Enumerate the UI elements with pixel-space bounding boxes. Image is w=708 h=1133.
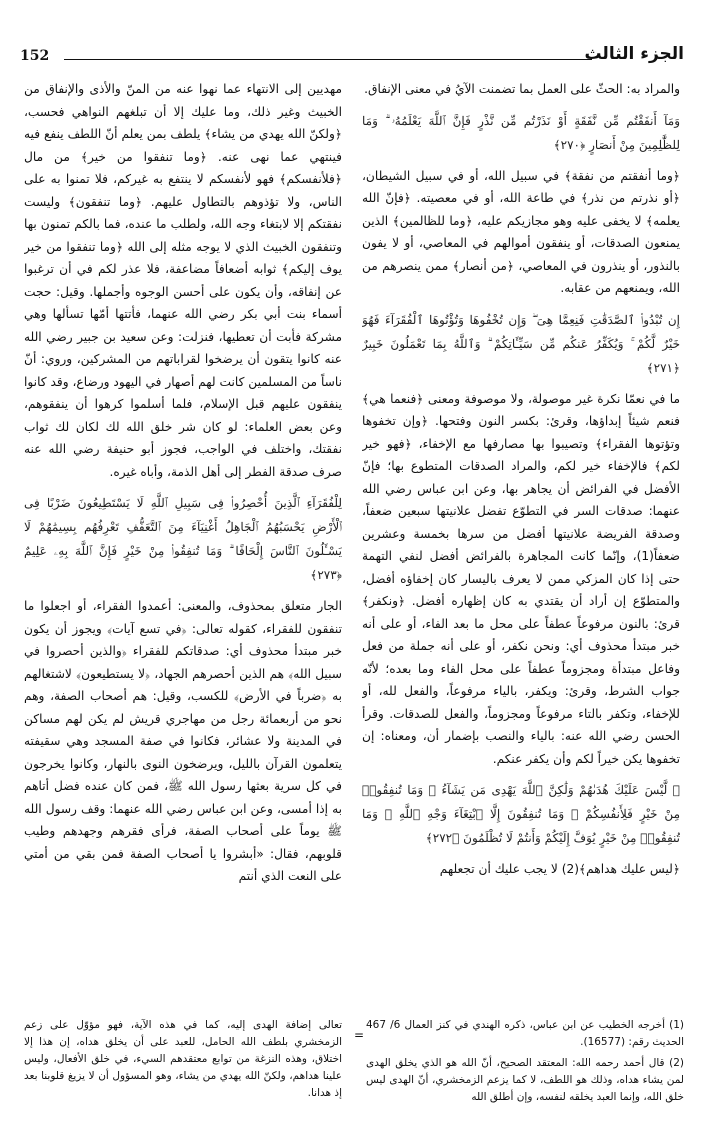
quran-verse-271: إِن تُبْدُوا۟ ٱلصَّدَقَٰتِ فَنِعِمَّا هِىَ ۖ وَإِن تُخْفُوهَا وَتُؤْتُوهَا ٱلْفُقَرَآءَ فَهُوَ خَيْرٌ لَّكُمْ ۚ وَيُكَفِّرُ عَنكُم مِّن سَيِّـَٔاتِكُمْ ۗ وَٱللَّهُ بِمَا تَعْمَلُونَ خَبِيرٌ ﴿٢٧١﴾ <box>362 312 680 375</box>
quran-verse-273: لِلْفُقَرَآءِ ٱلَّذِينَ أُحْصِرُوا۟ فِى سَبِيلِ ٱللَّهِ لَا يَسْتَطِيعُونَ ضَرْبًا فِى ٱلْأَرْضِ يَحْسَبُهُمُ ٱلْجَاهِلُ أَغْنِيَآءَ مِنَ ٱلتَّعَفُّفِ تَعْرِفُهُم بِسِيمَٰهُمْ لَا يَسْـَٔلُونَ ٱلنَّاسَ إِلْحَافًا ۗ وَمَا تُنفِقُوا۟ مِنْ خَيْرٍ فَإِنَّ ٱللَّهَ بِهِۦ عَلِيمٌ ﴿٢٧٣﴾ <box>24 496 342 582</box>
part-title: الجزء الثالث <box>584 44 684 64</box>
footnotes-right <box>366 1017 684 1110</box>
page-number: 152 <box>20 48 50 64</box>
commentary-paragraph: ما في نعمّا نكرة غير موصولة، ولا موصوفة ومعنى ﴿فنعما هي﴾ فنعم شيئاً إبداؤها، وقرئ: بكسر النون وفتحها. ﴿وإن تخفوها وتؤتوها الفقراء﴾ وتصيبوا بها مصارفها مع الإخفاء، ﴿فهو خير لكم﴾ فالإخفاء خير لكم، والمراد الصدقات المتطوع بها؛ فإنّ الأفضل في الفرائض أن يجاهر بها، وعن ابن عباس رضي الله عنهما: صدقات السر في التطوّع تفضل علانيتها سبعين ضعفاً، وصدقة الفريضة علانيتها أفضل من سرها بخمسة وعشرين ضعفاً(1)، وإنّما كانت المجاهرة بالفرائض أفضل لنفي التهمة حتى إذا كان المزكي ممن لا يعرف باليسار كان إخفاؤه أفضل، والمتطوّع إن أراد أن يقتدي به كان إظهاره أفضل. ﴿ونكفر﴾ قرئ: بالنون مرفوعاً عطفاً على محل ما بعد الفاء، أو على أنه خبر مبتدأ محذوف أي: ونحن نكفر، أو على أنه جملة من فعل وفاعل مبتدأة ومجزوماً عطفاً على محل الفاء وما بعده؛ لأنّه جواب الشرط، وقرئ: ويكفر، بالياء مرفوعاً، والفعل لله، أو للإخفاء، وتكفر بالتاء مرفوعاً ومجزوماً، والفعل للصدقات. وقرأ الحسن رضي الله عنه: بالياء والنصب بإضمار أن، ومعناه: إن تخفوها يكن خيراً لكم وأن يكفر عنكم. <box>362 391 680 766</box>
page-header <box>20 44 684 74</box>
footnote-2: (2) قال أحمد رحمه الله: المعتقد الصحيح، أنّ الله هو الذي يخلق الهدى لمن يشاء هداه، وذلك هو اللطف، لا كما يزعم الزمخشري، أنّ الهدى ليس خلق الله، وإنما العبد يخلقه لنفسه، وإن أطلق الله <box>366 1057 684 1103</box>
footnote-1: (1) أخرجه الخطيب عن ابن عباس، ذكره الهندي في كنز العمال 6/ 467 الحديث رقم: (16577). <box>366 1019 684 1048</box>
commentary-paragraph: والمراد به: الحثّ على العمل بما تضمنت الآيُ في معنى الإنفاق. <box>364 82 680 96</box>
continuation-mark: = <box>354 1028 365 1042</box>
quran-verse-272: ۞ لَّيْسَ عَلَيْكَ هُدَىٰهُمْ وَلَٰكِنَّ ٱللَّهَ يَهْدِى مَن يَشَآءُ ۗ وَمَا تُنفِقُوا۟ مِنْ خَيْرٍ فَلِأَنفُسِكُمْ ۚ وَمَا تُنفِقُونَ إِلَّا ٱبْتِغَآءَ وَجْهِ ٱللَّهِ ۚ وَمَا تُنفِقُوا۟ مِنْ خَيْرٍ يُوَفَّ إِلَيْكُمْ وَأَنتُمْ لَا تُظْلَمُونَ ﴿٢٧٢﴾ <box>362 783 680 845</box>
commentary-paragraph: الجار متعلق بمحذوف، والمعنى: أعمدوا الفقراء، أو اجعلوا ما تنفقون للفقراء، كقوله تعالى: ﴿في تسع آيات﴾ ويجوز أن يكون خبر مبتدأ محذوف أي: صدقاتكم للفقراء ﴿والذين أحصروا في سبيل الله﴾ هم الذين أحصرهم الجهاد، ﴿لا يستطيعون﴾ لاشتغالهم به ﴿ضرباً في الأرض﴾ للكسب، وقيل: هم أصحاب الصفة، وهم نحو من أربعمائة رجل من مهاجري قريش لم يكن لهم مساكن في المدينة ولا عشائر، فكانوا في صفة المسجد وهي سقيفته يتعلمون القرآن بالليل، ويرضخون النوى بالنهار، وكانوا يخرجون في كل سرية بعثها رسول الله ﷺ، فمن كان عنده فضل أتاهم به إذا أمسى، وعن ابن عباس رضي الله عنهما: وقف رسول الله ﷺ يوماً على أصحاب الصفة، فرأى فقرهم وجهدهم وطيب قلوبهم، فقال: «أبشروا يا أصحاب الصفة فمن بقي من أمتي على النعت الذي أنتم <box>24 599 342 883</box>
header-rule <box>64 59 592 60</box>
right-column <box>362 78 680 1084</box>
footnotes-left <box>24 1017 342 1106</box>
commentary-paragraph: مهديين إلى الانتهاء عما نهوا عنه من المنّ والأذى والإنفاق من الخبيث وغير ذلك، وما عليك إلا أن تبلغهم النواهي فحسب، ﴿ولكنّ الله يهدي من يشاء﴾ يلطف بمن يعلم أنّ اللطف ينفع فيه فينتهي عما نهى عنه. ﴿وما تنفقوا من خير﴾ من مال ﴿فلأنفسكم﴾ فهو لأنفسكم لا ينتفع به غيركم، فلا تمنوا به على الناس، ولا تؤذوهم بالتطاول عليهم. ﴿وما تنفقون﴾ وليست نفقتكم إلا لابتغاء وجه الله، ولطلب ما عنده، فما بالكم تمنون بها وتنفقون الخبيث الذي لا يوجه مثله إلى الله ﴿وما تنفقوا من خير يوف إليكم﴾ ثوابه أضعافاً مضاعفة، فلا عذر لكم في أن ترغبوا عن إنفاقه، وأن يكون على أحسن الوجوه وأجملها. وقيل: حجت أسماء بنت أبي بكر رضي الله عنهما، فأتتها أمّها تسألها وهي مشركة فأبت أن تعطيها، فنزلت: وعن سعيد بن جبير رضي الله عنه كانوا يتقون أن يرضخوا لقراباتهم من المشركين، وروي: أنّ ناساً من المسلمين كانت لهم أصهار في اليهود ورضاع، وقد كانوا ينفقون عليهم قبل الإسلام، فلما أسلموا كرهوا أن ينفقوهم، وعن بعض العلماء: لو كان شر خلق الله لك لكان لك ثواب نفقتك، واختلف في الواجب، فجوز أبو حنيفة رضي الله عنه صرف صدقة الفطر إلى أهل الذمة، وأباه غيره. <box>24 82 342 479</box>
commentary-paragraph: ﴿ليس عليك هداهم﴾(2) لا يجب عليك أن تجعلهم <box>439 862 680 876</box>
quran-verse-270: وَمَآ أَنفَقْتُم مِّن نَّفَقَةٍ أَوْ نَذَرْتُم مِّن نَّذْرٍ فَإِنَّ ٱللَّهَ يَعْلَمُهُۥ ۗ وَمَا لِلظَّٰلِمِينَ مِنْ أَنصَارٍ ﴿٢٧٠﴾ <box>362 113 680 152</box>
left-column <box>24 78 342 1084</box>
footnote-2-continued: تعالى إضافة الهدى إليه، كما في هذه الآية، فهو مؤوّل على زعم الزمخشري بلطف الله الحامل، للعبد على أن يخلق هداه، إن هذا إلا اختلاق، وهذه النزغة من توابع معتقدهم السيء، في خلق الأفعال، وليس علينا هداهم، ولكنّ الله يهدي من يشاء، وهو المسؤول أن لا يزيغ قلوبنا بعد إذ هدانا. <box>24 1019 342 1099</box>
commentary-paragraph: ﴿وما أنفقتم من نفقة﴾ في سبيل الله، أو في سبيل الشيطان، ﴿أو نذرتم من نذر﴾ في طاعة الله، أو في معصيته. ﴿فإنّ الله يعلمه﴾ لا يخفى عليه وهو مجازيكم عليه، ﴿وما للظالمين﴾ الذين يمنعون الصدقات، أو ينفقون أموالهم في المعاصي، أو لا يفون بالنذور، أو ينذرون في المعاصي، ﴿من أنصار﴾ ممن ينصرهم من الله، ويمنعهم من عقابه. <box>362 168 680 295</box>
footnotes <box>24 1017 684 1127</box>
